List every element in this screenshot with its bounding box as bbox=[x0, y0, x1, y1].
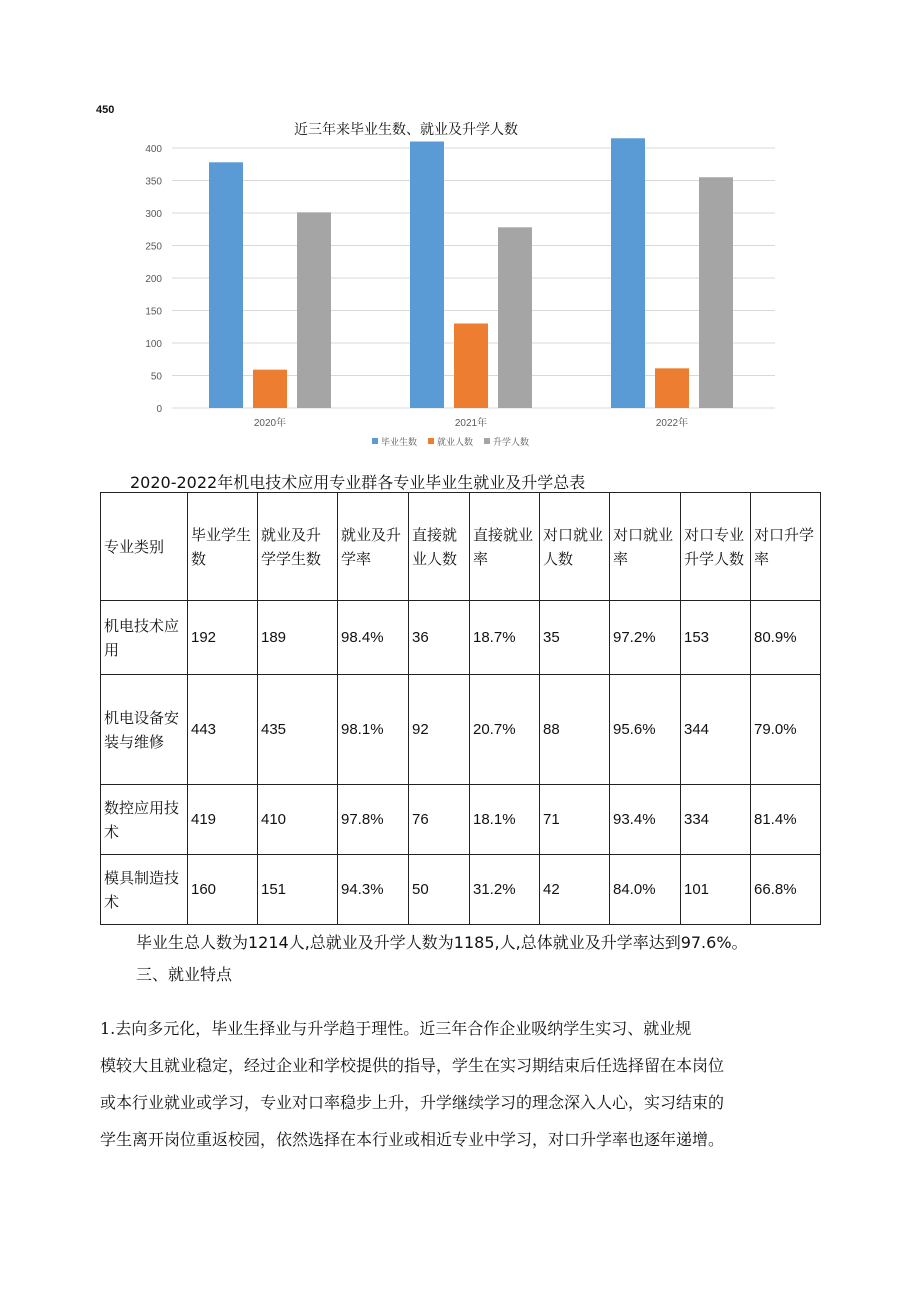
table-cell: 18.1% bbox=[470, 785, 540, 855]
legend-swatch bbox=[372, 438, 378, 444]
total-summary-text: 毕业生总人数为1214人,总就业及升学人数为1185,人,总体就业及升学率达到97.6%。 bbox=[136, 933, 748, 952]
table-cell: 153 bbox=[681, 601, 751, 675]
table-cell: 71 bbox=[540, 785, 610, 855]
bar-升学人数-2020年 bbox=[297, 212, 331, 408]
table-row bbox=[101, 855, 821, 925]
table-cell: 31.2% bbox=[470, 855, 540, 925]
table-header-cell: 就业及升学率 bbox=[338, 493, 409, 601]
table-cell: 189 bbox=[258, 601, 338, 675]
bar-毕业生数-2022年 bbox=[611, 138, 645, 408]
table-cell: 98.1% bbox=[338, 675, 409, 785]
chart-legend bbox=[372, 436, 529, 447]
table-row bbox=[101, 785, 821, 855]
x-tick-label: 2021年 bbox=[454, 418, 488, 429]
table-cell: 93.4% bbox=[610, 785, 681, 855]
y-tick-label: 350 bbox=[145, 176, 162, 188]
table-cell: 18.7% bbox=[470, 601, 540, 675]
y-tick-label: 200 bbox=[145, 274, 162, 285]
bar-就业人数-2021年 bbox=[454, 324, 488, 409]
table-cell: 151 bbox=[258, 855, 338, 925]
paragraph-line: 模较大且就业稳定，经过企业和学校提供的指导，学生在实习期结束后任选择留在本岗位 bbox=[100, 1056, 725, 1075]
paragraph-line: 或本行业就业或学习，专业对口率稳步上升，升学继续学习的理念深入人心，实习结束的 bbox=[100, 1093, 725, 1112]
table-cell: 42 bbox=[540, 855, 610, 925]
x-axis-ticks bbox=[254, 416, 688, 429]
legend-label: 升学人数 bbox=[493, 437, 530, 447]
y-tick-label: 100 bbox=[145, 339, 162, 350]
table-cell: 95.6% bbox=[610, 675, 681, 785]
table-cell: 94.3% bbox=[338, 855, 409, 925]
table-header-cell: 直接就业人数 bbox=[409, 493, 470, 601]
y-tick-label: 400 bbox=[145, 144, 162, 155]
section-heading: 三、就业特点 bbox=[136, 965, 233, 984]
y-tick-label: 50 bbox=[150, 371, 162, 383]
chart-title: 近三年来毕业生数、就业及升学人数 bbox=[294, 121, 518, 137]
table-cell: 192 bbox=[188, 601, 258, 675]
table-cell: 419 bbox=[188, 785, 258, 855]
table-cell: 435 bbox=[258, 675, 338, 785]
y-tick-label: 300 bbox=[145, 209, 162, 220]
table-row bbox=[101, 675, 821, 785]
bar-毕业生数-2021年 bbox=[410, 142, 444, 409]
table-caption: 2020-2022年机电技术应用专业群各专业毕业生就业及升学总表 bbox=[130, 473, 586, 492]
table-cell: 36 bbox=[409, 601, 470, 675]
table-cell: 97.2% bbox=[610, 601, 681, 675]
table-cell: 443 bbox=[188, 675, 258, 785]
bar-chart bbox=[120, 110, 800, 465]
table-row-label: 数控应用技术 bbox=[101, 785, 188, 855]
table-cell: 76 bbox=[409, 785, 470, 855]
paragraph-line: 1.去向多元化，毕业生择业与升学趋于理性。近三年合作企业吸纳学生实习、就业规 bbox=[100, 1019, 692, 1038]
employment-summary-table bbox=[100, 492, 821, 925]
table-header-cell: 直接就业率 bbox=[470, 493, 540, 601]
table-cell: 88 bbox=[540, 675, 610, 785]
table-cell: 97.8% bbox=[338, 785, 409, 855]
x-tick-label: 2020年 bbox=[253, 418, 287, 429]
corner-label: 450 bbox=[96, 104, 115, 116]
bar-毕业生数-2020年 bbox=[209, 162, 243, 408]
legend-label: 毕业生数 bbox=[381, 437, 418, 447]
bar-就业人数-2020年 bbox=[253, 370, 287, 408]
table-cell: 79.0% bbox=[751, 675, 821, 785]
bar-升学人数-2022年 bbox=[699, 177, 733, 408]
table-cell: 334 bbox=[681, 785, 751, 855]
y-tick-label: 250 bbox=[145, 241, 162, 253]
table-cell: 101 bbox=[681, 855, 751, 925]
legend-swatch bbox=[428, 438, 434, 444]
table-row-label: 机电技术应用 bbox=[101, 601, 188, 675]
table-header-cell: 就业及升学学生数 bbox=[258, 493, 338, 601]
table-cell: 84.0% bbox=[610, 855, 681, 925]
bar-升学人数-2021年 bbox=[498, 227, 532, 408]
table-cell: 80.9% bbox=[751, 601, 821, 675]
table-cell: 50 bbox=[409, 855, 470, 925]
table-header-cell: 毕业学生数 bbox=[188, 493, 258, 601]
table-row-label: 模具制造技术 bbox=[101, 855, 188, 925]
table-cell: 92 bbox=[409, 675, 470, 785]
table-header-cell: 对口升学率 bbox=[751, 493, 821, 601]
table-header-cell: 专业类别 bbox=[101, 493, 188, 601]
x-tick-label: 2022年 bbox=[655, 418, 689, 429]
chart-bars bbox=[209, 138, 733, 408]
y-tick-label: 150 bbox=[145, 306, 162, 318]
legend-label: 就业人数 bbox=[437, 437, 474, 447]
y-axis-ticks bbox=[145, 144, 162, 415]
table-row bbox=[101, 601, 821, 675]
y-tick-label: 0 bbox=[156, 404, 162, 415]
paragraph-line: 学生离开岗位重返校园，依然选择在本行业或相近专业中学习，对口升学率也逐年递增。 bbox=[100, 1130, 725, 1149]
table-header-cell: 对口就业率 bbox=[610, 493, 681, 601]
table-cell: 344 bbox=[681, 675, 751, 785]
paragraph bbox=[100, 1010, 822, 1158]
bar-就业人数-2022年 bbox=[655, 368, 689, 408]
table-cell: 66.8% bbox=[751, 855, 821, 925]
table-cell: 160 bbox=[188, 855, 258, 925]
table-row-label: 机电设备安装与维修 bbox=[101, 675, 188, 785]
table-cell: 81.4% bbox=[751, 785, 821, 855]
table-cell: 410 bbox=[258, 785, 338, 855]
table-header-cell: 对口就业人数 bbox=[540, 493, 610, 601]
table-cell: 35 bbox=[540, 601, 610, 675]
table-header-row bbox=[101, 493, 821, 601]
legend-swatch bbox=[484, 438, 490, 444]
table-cell: 20.7% bbox=[470, 675, 540, 785]
table-header-cell: 对口专业升学人数 bbox=[681, 493, 751, 601]
table-cell: 98.4% bbox=[338, 601, 409, 675]
